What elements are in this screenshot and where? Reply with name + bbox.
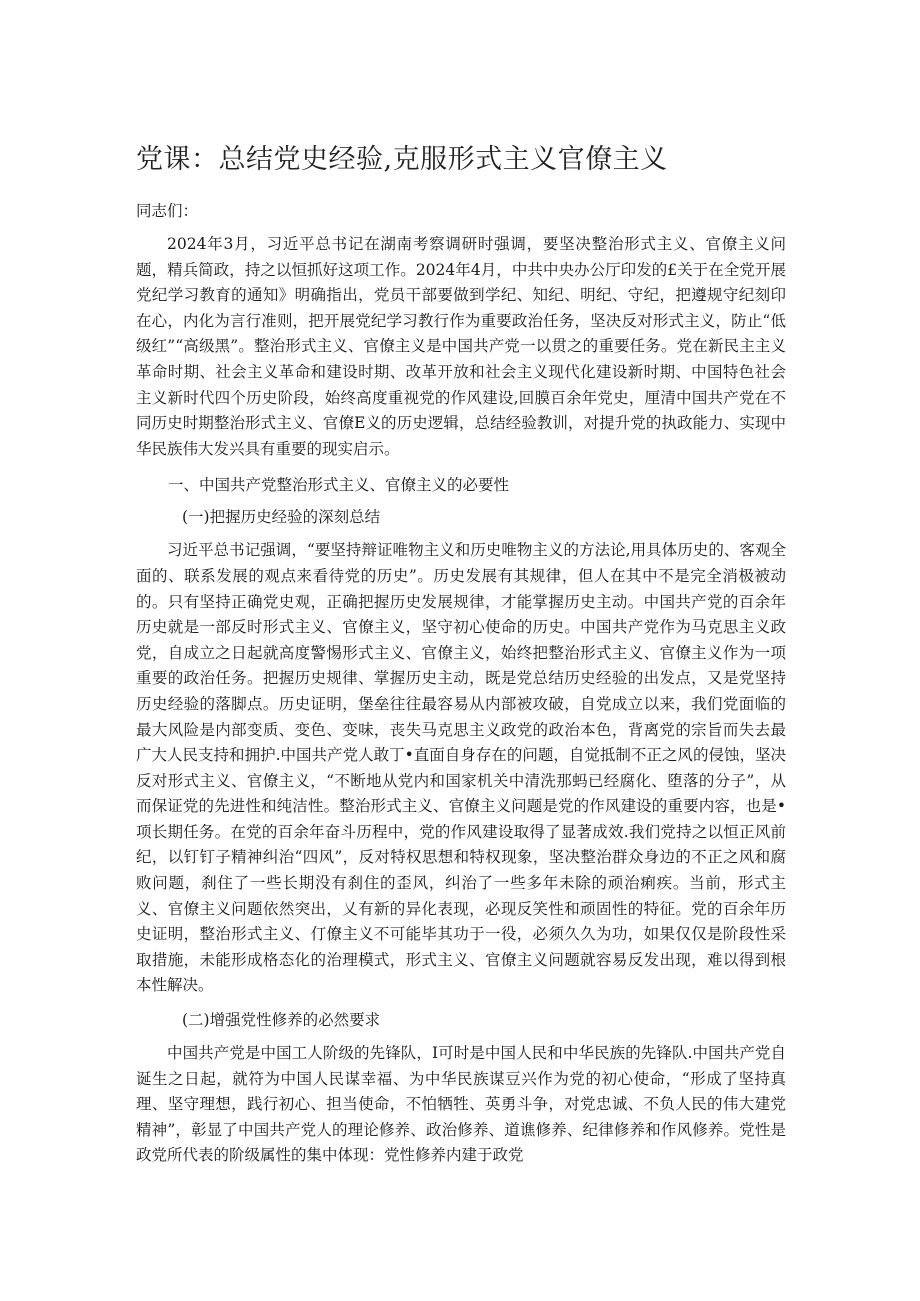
subsection-2-paragraph: 中国共产党是中国工人阶级的先锋队，I可时是中国人民和中华民族的先锋队.中国共产党自诞生之日起，就符为中国人民谋幸福、为中华民族谋豆兴作为党的初心使命，“形成了坚持真理、坚守理想，践行初心、担当使命，不怕牺牲、英勇斗争，对党忠诚、不负人民的伟大建党精神”，彰显了中国共产党人的理论修养、政治修养、道谯修养、纪律修养和作风修养。党性是政党所代表的阶级属性的集中体现：党性修养内建于政党 <box>136 1044 786 1165</box>
intro-paragraph: 2024年3月，习近平总书记在湖南考察调研时强调，要坚决整治形式主义、官僚主义问题，精兵简政，持之以恒抓好这项工作。2024年4月，中共中央办公厅印发的£关于在全党开展党纪学习教育的通知》明确指出，党员干部要做到学纪、知纪、明纪、守纪，把遵规守纪刻印在心，内化为言行准则，把开展党纪学习教行作为重要政治任务，坚决反对形式主义，防止“低级红”“高级黑”。整治形式主义、官僚主义是中国共产党一以贯之的重要任务。党在新民主主义革命时期、社会主义革命和建设时期、改革开放和社会主义现代化建设新时期、中国特色社会主义新时代四个历史阶段，始终高度重视党的作风建设,回膜百余年党史，厘清中国共产党在不同历史时期整治形式主义、官僚E义的历史逻辑，总结经验教训，对提升党的执政能力、实现中华民族伟大发兴具有重要的现实启示。 <box>136 235 786 458</box>
subsection-1-paragraph: 习近平总书记强调，“要坚持辩证唯物主义和历史唯物主义的方法论,用具体历史的、客观全面的、联系发展的观点来看待党的历史”。历史发展有其规律，但人在其中不是完全消极被动的。只有坚持正确党史观，正确把握历史发展规律，才能掌握历史主动。中国共产党的百余年历史就是一部反时形式主义、官僚主义，坚守初心使命的历史。中国共产党作为马克思主义政党，自成立之日起就高度警惕形式主义、官僚主义，始终把整治形式主义、官僚主义作为一项重要的政治任务。把握历史规律、掌握历史主动，既是党总结历史经验的出发点，又是党坚持历史经验的落脚点。历史证明，堡垒往往最容易从内部被攻破，自党成立以来，我们党面临的最大风险是内部变质、变色、变味，丧失马克思主义政党的政治本色，背离党的宗旨而失去最广大人民支持和拥护.中国共产党人敢丁•直面自身存在的问题，自觉抵制不正之风的侵蚀，坚决反对形式主义、官僚主义，“不断地从党内和国家机关中清洗那蚂已经腐化、堕落的分子”，从而保证党的先进性和纯洁性。整治形式主义、官僚主义问题是党的作风建设的重要内容，也是•项长期任务。在党的百余年奋斗历程中，党的作风建设取得了显著成效.我们党持之以恒正风前纪，以钉钉子精神纠治“四风”，反对特权思想和特权现象，坚决整治群众身边的不正之风和腐败问题，刹住了一些长期没有刹住的歪风，纠治了一些多年未除的顽治痢疾。当前，形式主义、官僚主义问题依然突出，乂有新的异化表现，必现反笑性和顽固性的特征。党的百余年历史证明，整治形式主义、仃僚主义不可能毕其功于一役，必须久久为功，如果仅仅是阶段性采取措施，未能形成格态化的治理模式，形式主义、官僚主义问题就容易反发出现，难以得到根本性解决。 <box>136 541 786 995</box>
subsection-heading-2: (二)增强党性修养的必然要求 <box>182 1011 381 1030</box>
document-title: 党课：总结党史经验,克服形式主义官僚主义 <box>136 144 668 175</box>
subsection-heading-1: (一)把握历史经验的深刻总结 <box>182 508 381 527</box>
salutation: 同志们： <box>136 202 199 220</box>
document-page <box>136 140 786 1177</box>
section-heading-1: 一、中国共产党整治形式主义、官僚主义的必要性 <box>168 476 510 495</box>
